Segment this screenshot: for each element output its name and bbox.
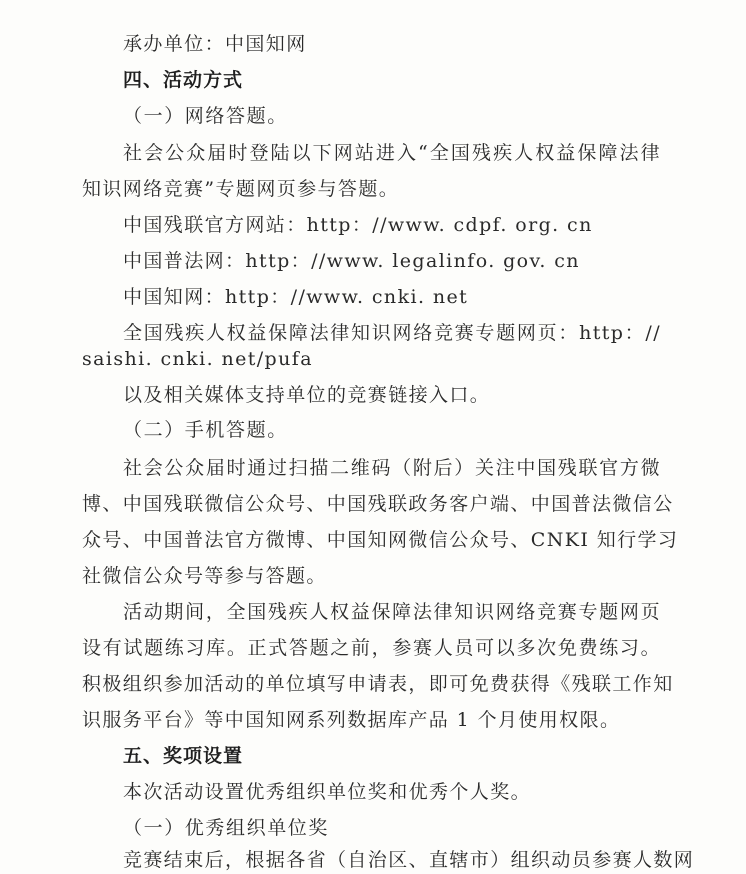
section-4-title: 四、活动方式 — [123, 69, 244, 91]
site-pufa-line-1: 全国残疾人权益保障法律知识网络竞赛专题网页：http：// — [123, 322, 661, 344]
mobile-answer-title: （二）手机答题。 — [123, 419, 288, 441]
online-answer-title: （一）网络答题。 — [123, 105, 288, 127]
award-1-title: （一）优秀组织单位奖 — [123, 817, 330, 839]
mobile-paragraph-line-4: 社微信公众号等参与答题。 — [82, 565, 327, 587]
site-cdpf: 中国残联官方网站：http：//www. cdpf. org. cn — [123, 214, 593, 236]
online-paragraph-last: 以及相关媒体支持单位的竞赛链接入口。 — [123, 384, 491, 406]
site-pufa-line-2: saishi. cnki. net/pufa — [82, 348, 313, 370]
awards-intro: 本次活动设置优秀组织单位奖和优秀个人奖。 — [123, 781, 532, 803]
organizer-line: 承办单位：中国知网 — [123, 33, 307, 55]
section-5-title: 五、奖项设置 — [123, 745, 244, 767]
mobile-paragraph-line-3: 众号、中国普法官方微博、中国知网微信公众号、CNKI 知行学习 — [82, 529, 679, 551]
award-1-paragraph-line-1: 竞赛结束后，根据各省（自治区、直辖市）组织动员参赛人数网 — [123, 849, 695, 871]
period-paragraph-line-1: 活动期间，全国残疾人权益保障法律知识网络竞赛专题网页 — [123, 601, 661, 623]
online-paragraph-line-1: 社会公众届时登陆以下网站进入“全国残疾人权益保障法律 — [123, 142, 661, 164]
site-cnki: 中国知网：http：//www. cnki. net — [123, 286, 469, 308]
period-paragraph-line-2: 设有试题练习库。正式答题之前，参赛人员可以多次免费练习。 — [82, 637, 661, 659]
mobile-paragraph-line-1: 社会公众届时通过扫描二维码（附后）关注中国残联官方微 — [123, 457, 661, 479]
period-paragraph-line-4: 识服务平台》等中国知网系列数据库产品 1 个月使用权限。 — [82, 709, 621, 731]
online-paragraph-line-2: 知识网络竞赛”专题网页参与答题。 — [82, 178, 400, 200]
site-legalinfo: 中国普法网：http：//www. legalinfo. gov. cn — [123, 250, 580, 272]
period-paragraph-line-3: 积极组织参加活动的单位填写申请表，即可免费获得《残联工作知 — [82, 673, 674, 695]
mobile-paragraph-line-2: 博、中国残联微信公众号、中国残联政务客户端、中国普法微信公 — [82, 493, 674, 515]
